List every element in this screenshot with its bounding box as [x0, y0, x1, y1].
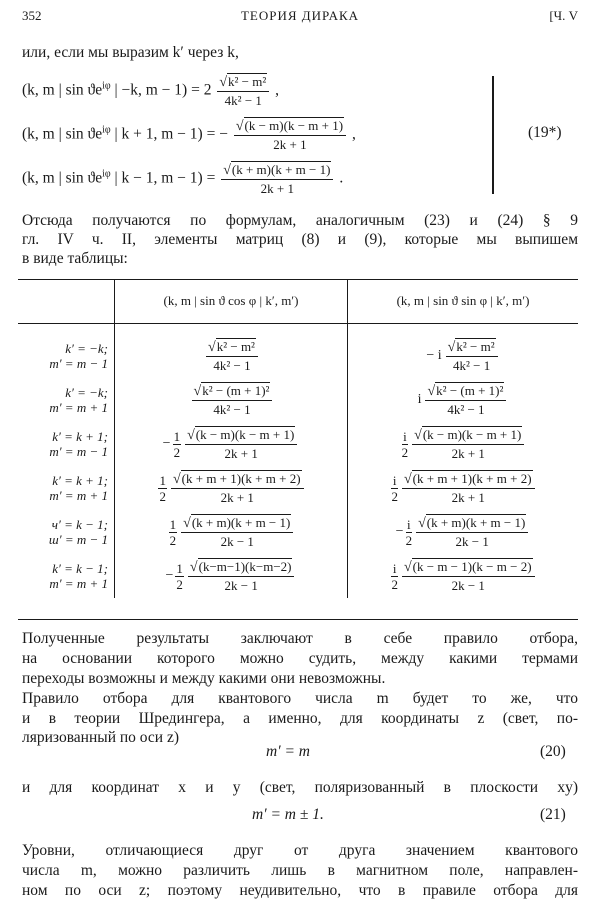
half-denominator: 2 [391, 576, 398, 592]
condition-k: k′ = −k; [65, 341, 108, 356]
value-numerator: (k + m + 1)(k + m + 2) [181, 471, 301, 486]
value-fraction: $\frac{√(k + m + 1)(k + m + 2)}{2k + 1}$ [171, 471, 304, 505]
half-factor [158, 473, 167, 504]
half-denominator: 2 [391, 488, 398, 504]
half-factor [402, 429, 409, 460]
para2-line3: переходы возможны и между какими они невозможны. [22, 670, 386, 687]
condition-m: m′ = m + 1 [49, 488, 108, 503]
condition-m: m′ = m + 1 [49, 400, 108, 415]
sin-cell [348, 422, 579, 466]
half-factor [391, 473, 398, 504]
equation-number-20: (20) [540, 743, 566, 760]
condition-k: k′ = k + 1; [52, 429, 108, 444]
eq-mid: | k − 1, m − 1) = [110, 169, 220, 187]
value-denominator: 4k² − 1 [453, 358, 491, 373]
equation-19a [22, 74, 279, 108]
eq-denominator: 2k + 1 [273, 137, 307, 152]
eq-mid: | k + 1, m − 1) = − [110, 125, 228, 143]
cos-cell [115, 466, 348, 510]
condition-m: ш′ = m − 1 [48, 532, 108, 547]
eq-fraction: $\frac{√(k - m)(k - m + 1)}{2k + 1}$ [234, 118, 346, 152]
table-row [18, 510, 578, 554]
half-numerator: i [392, 560, 397, 576]
value-numerator: k² − (m + 1)² [436, 383, 504, 398]
condition-cell [18, 378, 115, 422]
half-denominator: 2 [173, 444, 181, 460]
value-denominator: 2k + 1 [224, 446, 258, 461]
condition-m: m′ = m + 1 [49, 576, 108, 591]
sin-cell [348, 510, 579, 554]
value-denominator: 2k + 1 [451, 490, 485, 505]
value-fraction: $\frac{√(k - m)(k - m + 1)}{2k + 1}$ [412, 427, 524, 461]
eq-end: , [348, 125, 356, 143]
equation-19c [22, 162, 343, 196]
condition-cell [18, 466, 115, 510]
cos-cell [115, 510, 348, 554]
value-denominator: 2k + 1 [451, 446, 485, 461]
half-denominator: 2 [176, 576, 183, 592]
eq-denominator: 4k² − 1 [224, 93, 262, 108]
prefix: − [165, 568, 174, 583]
eq-sup: iφ [102, 168, 111, 180]
eq-sup: iφ [102, 80, 111, 92]
eq-numerator: (k − m)(k − m + 1) [244, 118, 344, 133]
value-denominator: 4k² − 1 [213, 358, 251, 373]
table-row [18, 466, 578, 510]
value-numerator: (k − m − 1)(k − m − 2) [412, 559, 532, 574]
eq-lhs: (k, m | sin ϑe [22, 169, 103, 187]
table-row [18, 378, 578, 422]
equation-20: m′ = m [266, 743, 310, 760]
value-denominator: 4k² − 1 [447, 402, 485, 417]
half-numerator: 1 [159, 472, 166, 488]
condition-k: k′ = k − 1; [52, 561, 108, 576]
sin-cell [348, 554, 579, 598]
para5-line3: ном по оси z; поэтому неудивительно, что в правиле отбора для [22, 882, 578, 899]
value-numerator: (k + m)(k + m − 1) [191, 515, 291, 530]
cos-cell [115, 378, 348, 422]
half-factor [175, 561, 184, 592]
eq-numerator: (k + m)(k + m − 1) [231, 162, 331, 177]
half-denominator: 2 [169, 532, 177, 548]
value-numerator: k² − (m + 1)² [202, 383, 270, 398]
value-numerator: (k−m−1)(k−m−2) [198, 559, 292, 574]
value-numerator: k² − m² [456, 339, 495, 354]
intro-line: или, если мы выразим k′ через k, [22, 44, 239, 61]
half-denominator: 2 [405, 532, 413, 548]
equation-21: m′ = m ± 1. [252, 806, 324, 823]
value-denominator: 2k − 1 [455, 534, 489, 549]
value-numerator: (k − m)(k − m + 1) [422, 427, 522, 442]
para1-line2: гл. IV ч. II, элементы матриц (8) и (9), которые мы выпишем [22, 231, 578, 248]
eq-mid: | −k, m − 1) = 2 [110, 81, 212, 99]
table-header-cos: (k, m | sin ϑ cos φ | k′, m′) [115, 279, 348, 324]
eq-numerator: k² − m² [228, 74, 267, 89]
eq-sup: iφ [102, 124, 111, 136]
value-numerator: (k + m)(k + m − 1) [426, 515, 526, 530]
half-factor [391, 561, 398, 592]
half-denominator: 2 [401, 444, 409, 460]
condition-m: m′ = m − 1 [49, 356, 108, 371]
chapter-label: [Ч. V [549, 8, 578, 23]
condition-k: k′ = k + 1; [52, 473, 108, 488]
half-numerator: 1 [173, 428, 181, 444]
half-numerator: i [392, 472, 397, 488]
prefix: − [162, 436, 171, 451]
para2-line1: Полученные результаты заключают в себе правило отбора, [22, 630, 578, 647]
para3-line1: Правило отбора для квантового числа m будет то же, что [22, 690, 578, 707]
condition-m: m′ = m − 1 [49, 444, 108, 459]
value-fraction: $\frac{\text{√k² − m²}}{\text{4k² − 1}}$ [446, 339, 498, 373]
half-numerator: 1 [176, 560, 183, 576]
eq-lhs: (k, m | sin ϑe [22, 125, 103, 143]
sin-cell [348, 466, 579, 510]
value-fraction: $\frac{√(k - m)(k - m + 1)}{2k + 1}$ [185, 427, 297, 461]
matrix-table [18, 279, 578, 598]
sin-cell [348, 324, 579, 379]
para2-line2: на основании которого можно судить, между какими термами [22, 650, 578, 667]
table-header-empty [18, 279, 115, 324]
condition-cell [18, 324, 115, 379]
prefix: − [395, 524, 404, 539]
running-title: ТЕОРИЯ ДИРАКА [240, 8, 360, 23]
table-row [18, 554, 578, 598]
half-denominator: 2 [159, 488, 166, 504]
condition-cell [18, 554, 115, 598]
eq-denominator: 2k + 1 [260, 181, 294, 196]
half-factor [169, 517, 178, 548]
condition-k: ч′ = k − 1; [51, 517, 108, 532]
value-fraction: $\frac{√(k + m)(k + m - 1)}{2k - 1}$ [416, 515, 528, 549]
value-fraction: $\frac{√(k-m-1)(k-m-2)}{2k - 1}$ [188, 559, 295, 593]
table-row [18, 324, 578, 379]
value-numerator: k² − m² [216, 339, 255, 354]
value-numerator: (k + m + 1)(k + m + 2) [412, 471, 532, 486]
value-numerator: (k − m)(k − m + 1) [195, 427, 295, 442]
eq-lhs: (k, m | sin ϑe [22, 81, 103, 99]
condition-cell [18, 510, 115, 554]
cos-cell [115, 554, 348, 598]
eq-end: . [335, 169, 344, 187]
half-numerator: 1 [169, 516, 177, 532]
page-number: 352 [22, 8, 42, 23]
table-row [18, 422, 578, 466]
para1-line1: Отсюда получаются по формулам, аналогичным (23) и (24) § 9 [22, 212, 578, 229]
half-numerator: i [403, 428, 407, 444]
value-denominator: 2k − 1 [451, 578, 485, 593]
table-bottom-rule [18, 619, 578, 620]
value-fraction: $\frac{\text{√k² − (m + 1)²}}{\text{4k² − 1}}$ [425, 383, 506, 417]
value-denominator: 2k + 1 [220, 490, 254, 505]
equation-number-21: (21) [540, 806, 566, 823]
table-header-row [18, 279, 578, 324]
cos-cell [115, 422, 348, 466]
value-fraction: $\frac{√(k - m - 1)(k - m - 2)}{2k - 1}$ [402, 559, 535, 593]
half-factor [406, 517, 413, 548]
equation-number-19: (19*) [528, 124, 562, 141]
eq-end: , [271, 81, 280, 99]
condition-k: k′ = −k; [65, 385, 108, 400]
equation-19b [22, 118, 356, 152]
sin-cell [348, 378, 579, 422]
brace-line [492, 76, 494, 194]
value-denominator: 4k² − 1 [213, 402, 251, 417]
prefix: − i [426, 348, 442, 363]
value-fraction: $\frac{√(k + m)(k + m - 1)}{2k - 1}$ [181, 515, 293, 549]
value-denominator: 2k − 1 [224, 578, 258, 593]
para5-line1: Уровни, отличающиеся друг от друга значением квантового [22, 842, 578, 859]
eq-fraction: $\frac{√(k + m)(k + m - 1)}{2k + 1}$ [221, 162, 333, 196]
para5-line2: числа m, можно различить лишь в магнитном поле, направлен- [22, 862, 578, 879]
value-denominator: 2k − 1 [220, 534, 254, 549]
para1-line3: в виде таблицы: [22, 250, 128, 267]
half-numerator: i [407, 516, 411, 532]
value-fraction: $\frac{\text{√k² − (m + 1)²}}{\text{4k² − 1}}$ [192, 383, 273, 417]
para3-line3: ляризованный по оси z) [22, 729, 180, 746]
eq-fraction: $\frac{\text{√k² − m²}}{\text{4k² − 1}}$ [217, 74, 269, 108]
running-header [22, 8, 578, 28]
para3-line2: и в теории Шредингера, а именно, для координаты z (свет, по- [22, 710, 578, 727]
prefix: i [417, 392, 422, 407]
table-header-sin: (k, m | sin ϑ sin φ | k′, m′) [348, 279, 579, 324]
value-fraction: $\frac{√(k + m + 1)(k + m + 2)}{2k + 1}$ [402, 471, 535, 505]
value-fraction: $\frac{\text{√k² − m²}}{\text{4k² − 1}}$ [206, 339, 258, 373]
para4-line: и для координат x и y (свет, поляризованный в плоскости xy) [22, 779, 578, 796]
half-factor [173, 429, 182, 460]
condition-cell [18, 422, 115, 466]
cos-cell [115, 324, 348, 379]
